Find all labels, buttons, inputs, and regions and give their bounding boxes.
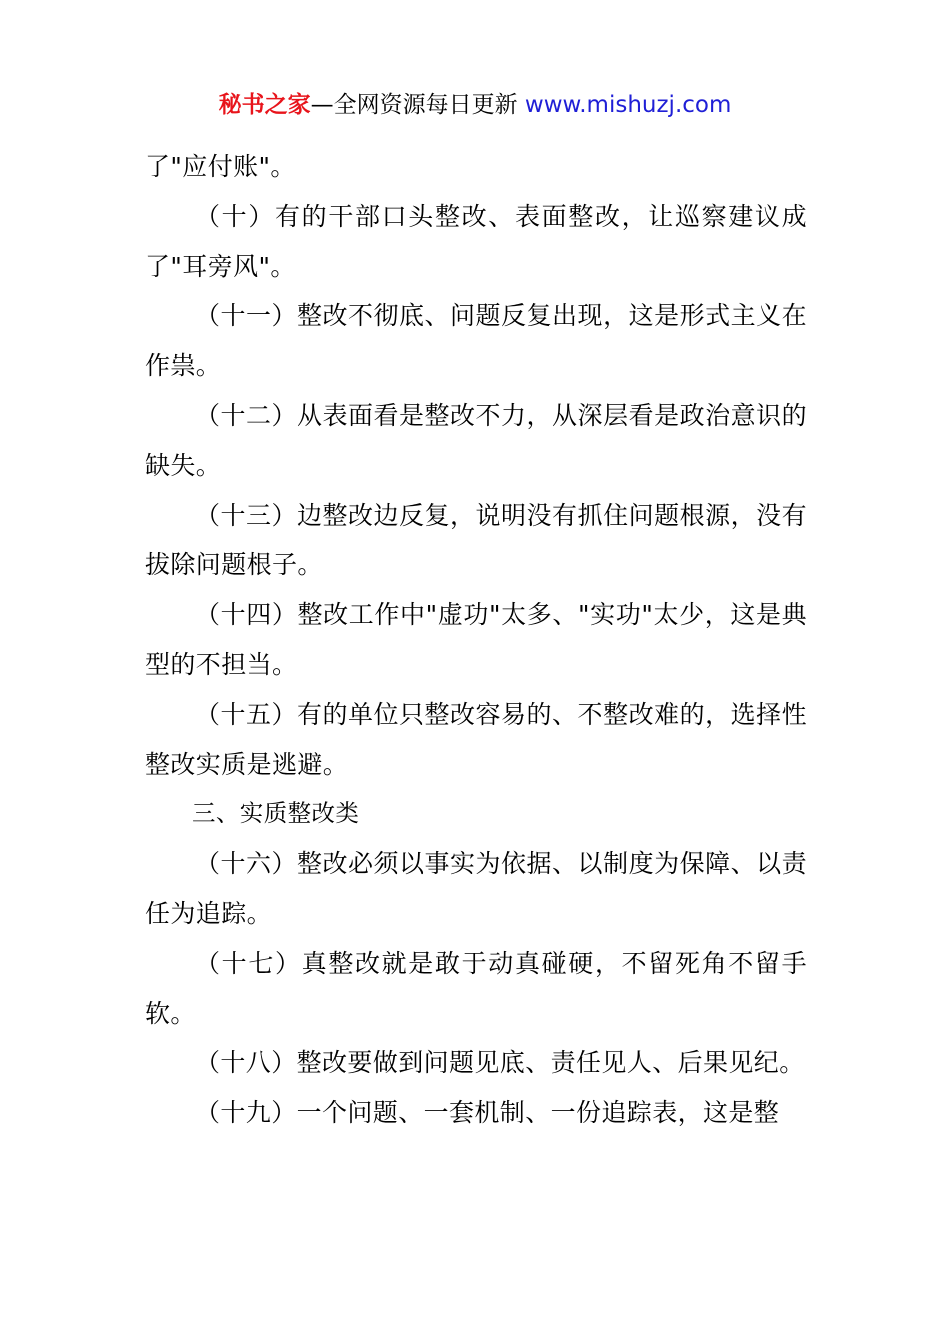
paragraph-item-18: （十八）整改要做到问题见底、责任见人、后果见纪。 — [195, 1048, 805, 1078]
paragraph-item-10: （十）有的干部口头整改、表面整改，让巡察建议成了"耳旁风"。 — [145, 201, 807, 281]
paragraph-item-17: （十七）真整改就是敢于动真碰硬，不留死角不留手软。 — [145, 948, 807, 1028]
header-tagline: —全网资源每日更新 — [310, 92, 525, 118]
brand-name: 秘书之家 — [218, 92, 311, 118]
paragraph-item-14: （十四）整改工作中"虚功"太多、"实功"太少，这是典型的不担当。 — [145, 600, 807, 679]
paragraph-item-13: （十三）边整改边反复，说明没有抓住问题根源，没有拔除问题根子。 — [145, 500, 807, 580]
paragraph-item-12: （十二）从表面看是整改不力，从深层看是政治意识的缺失。 — [145, 400, 807, 480]
paragraph-continuation: 了"应付账"。 — [145, 152, 296, 181]
paragraph-item-16: （十六）整改必须以事实为依据、以制度为保障、以责任为追踪。 — [145, 849, 807, 928]
site-url-link[interactable]: www.mishuzj.com — [524, 92, 732, 118]
document-body — [145, 142, 807, 1138]
section-heading: 三、实质整改类 — [192, 799, 360, 828]
paragraph-item-11: （十一）整改不彻底、问题反复出现，这是形式主义在作祟。 — [145, 301, 807, 381]
paragraph-item-19: （十九）一个问题、一套机制、一份追踪表，这是整 — [195, 1098, 780, 1128]
site-header — [0, 88, 950, 122]
paragraph-item-15: （十五）有的单位只整改容易的、不整改难的，选择性整改实质是逃避。 — [145, 699, 807, 779]
